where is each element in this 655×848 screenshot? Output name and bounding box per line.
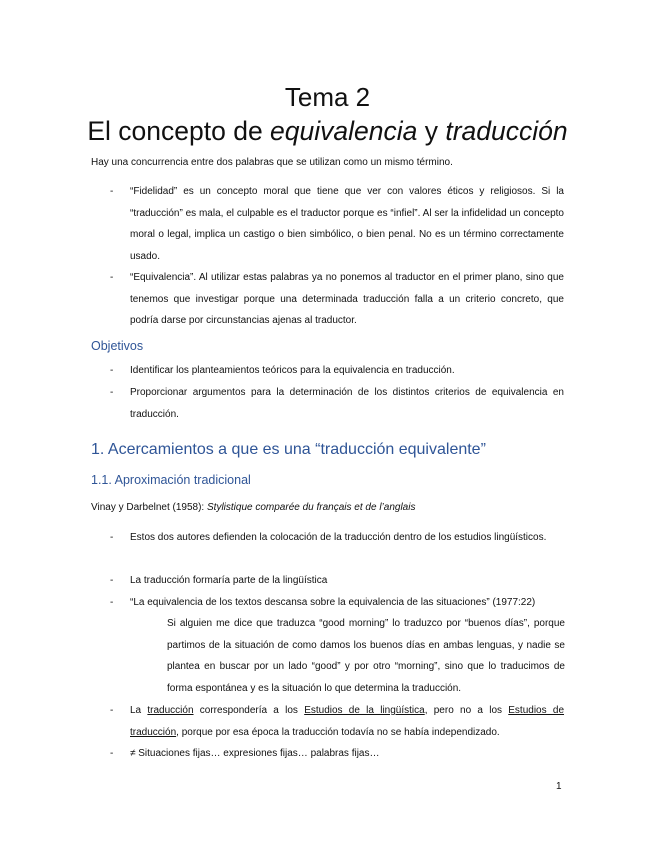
bullet-marker: - [110, 186, 114, 197]
item-text: correspondería a los [193, 705, 305, 716]
source-title: Stylistique comparée du français et de l’anglais [207, 502, 416, 513]
concept-equivalencia: “Equivalencia”. Al utilizar estas palabras ya no ponemos al traductor en el primer plano, sino que tenemos que investigar porque una determinada traducción falla a un criterio concreto, que podría darse por circunstancias ajenas al traductor. [130, 272, 564, 326]
bullet-marker: - [110, 575, 114, 586]
bullet-marker: - [110, 272, 114, 283]
item-text: , porque por esa época la traducción todavía no se había independizado. [176, 726, 500, 738]
page-subtitle [0, 118, 655, 145]
item-text: , pero no a los [424, 705, 509, 716]
concept-fidelidad: “Fidelidad” es un concepto moral que tiene que ver con valores éticos y religiosos. Si la “traducción” es mala, el culpable es el traductor porque es “infiel”. Al ser la infidelidad un concepto moral o legal, implica un castigo o bien simbólico, o bien penal. No es un término correctamente usado. [130, 186, 564, 262]
objetivo-item: Identificar los planteamientos teóricos para la equivalencia en traducción. [130, 365, 455, 376]
underlined-term: Estudios de la lingüística [304, 705, 425, 716]
subtitle-word-equivalencia: equivalencia [270, 116, 418, 146]
section-item: ≠ Situaciones fijas… expresiones fijas… palabras fijas… [130, 748, 380, 759]
bullet-marker: - [110, 597, 114, 608]
bullet-marker: - [110, 365, 114, 376]
page-number: 1 [556, 781, 562, 792]
intro-paragraph: Hay una concurrencia entre dos palabras que se utilizan como un mismo término. [91, 157, 453, 168]
source-authors: Vinay y Darbelnet (1958): [91, 502, 207, 513]
subtitle-word-traduccion: traducción [445, 116, 568, 146]
objetivos-heading: Objetivos [91, 339, 144, 353]
subtitle-connector: y [417, 116, 446, 146]
source-reference [91, 497, 415, 519]
objetivo-item: Proporcionar argumentos para la determinación de los distintos criterios de equivalencia en traducción. [130, 387, 564, 420]
section-item: La traducción formaría parte de la lingüística [130, 575, 328, 586]
subtitle-prefix: El concepto de [87, 116, 271, 146]
item-text: La [130, 705, 148, 716]
bullet-marker: - [110, 705, 114, 716]
section-item: “La equivalencia de los textos descansa sobre la equivalencia de las situaciones” (1977:22) [130, 597, 536, 608]
bullet-marker: - [110, 748, 114, 759]
example-quote: Si alguien me dice que traduzca “good morning” lo traduzco por “buenos días”, porque partimos de la situación de como damos los buenos días en ambas lenguas, y nadie se plantea en buscar por un lado “good” y por otro “morning”, sino que lo traducimos de forma espontánea y es la situación lo que determina la traducción. [167, 618, 565, 694]
bullet-marker: - [110, 532, 114, 543]
subsection-heading: 1.1. Aproximación tradicional [91, 473, 251, 487]
section-item: Estos dos autores defienden la colocación de la traducción dentro de los estudios lingüísticos. [130, 532, 547, 543]
page-title: Tema 2 [284, 82, 371, 112]
underlined-term: traducción [147, 705, 194, 716]
underlined-term: Estudios de traducción [130, 705, 565, 738]
section-heading: 1. Acercamientos a que es una “traducción equivalente” [91, 441, 486, 458]
bullet-marker: - [110, 387, 114, 398]
section-item [130, 700, 564, 743]
